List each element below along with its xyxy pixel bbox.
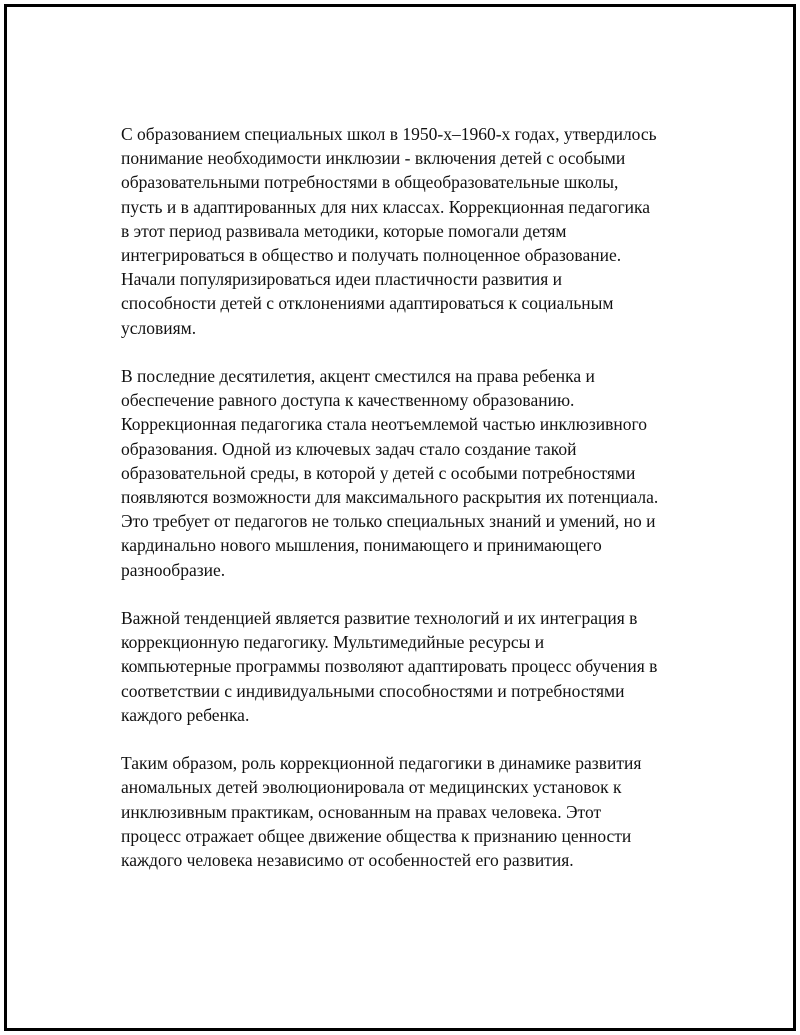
text-line: появляются возможности для максимального раскрытия их потенциала. [121,487,659,508]
text-line: компьютерные программы позволяют адаптировать процесс обучения в [121,656,658,677]
text-line: обеспечение равного доступа к качественному образованию. [121,390,575,411]
text-line: образовательной среды, в которой у детей с особыми потребностями [121,462,636,483]
text-line: коррекционную педагогику. Мультимедийные ресурсы и [121,632,545,653]
text-line: Важной тенденцией является развитие технологий и их интеграция в [121,608,638,629]
text-line: В последние десятилетия, акцент сместился на права ребенка и [121,366,595,387]
text-line: Коррекционная педагогика стала неотъемлемой частью инклюзивного [121,414,647,435]
text-line: С образованием специальных школ в 1950-х–1960-х годах, утвердилось [121,124,657,144]
text-line: процесс отражает общее движение общества к признанию ценности [121,825,632,846]
text-line: интегрироваться в общество и получать полноценное образование. [121,245,622,266]
text-line: инклюзивным практикам, основанным на правах человека. Этот [121,801,602,822]
text-line: образования. Одной из ключевых задач стало создание такой [121,438,577,459]
text-line: каждого человека независимо от особенностей его развития. [121,850,574,871]
text-line: каждого ребенка. [121,704,250,725]
paragraph [121,364,711,582]
text-line: Начали популяризироваться идеи пластичности развития и [121,269,562,290]
text-line: Таким образом, роль коррекционной педагогики в динамике развития [121,753,642,774]
text-line: в этот период развивала методики, которые помогали детям [121,220,567,241]
text-line: условиям. [121,317,197,338]
text-line: Это требует от педагогов не только специальных знаний и умений, но и [121,511,656,532]
text-line: способности детей с отклонениями адаптироваться к социальным [121,293,614,314]
paragraph [121,751,711,872]
paragraph [121,606,711,727]
text-line: разнообразие. [121,559,226,580]
text-line: аномальных детей эволюционировала от медицинских установок к [121,777,622,798]
text-line: понимание необходимости инклюзии - включения детей с особыми [121,148,626,169]
paragraph [121,122,711,340]
page-border [4,4,796,1031]
text-line: пусть и в адаптированных для них классах. Коррекционная педагогика [121,196,651,217]
text-line: кардинально нового мышления, понимающего и принимающего [121,535,602,556]
text-line: образовательными потребностями в общеобразовательные школы, [121,172,619,193]
document-body [121,122,711,896]
text-line: соответствии с индивидуальными способностями и потребностями [121,680,625,701]
